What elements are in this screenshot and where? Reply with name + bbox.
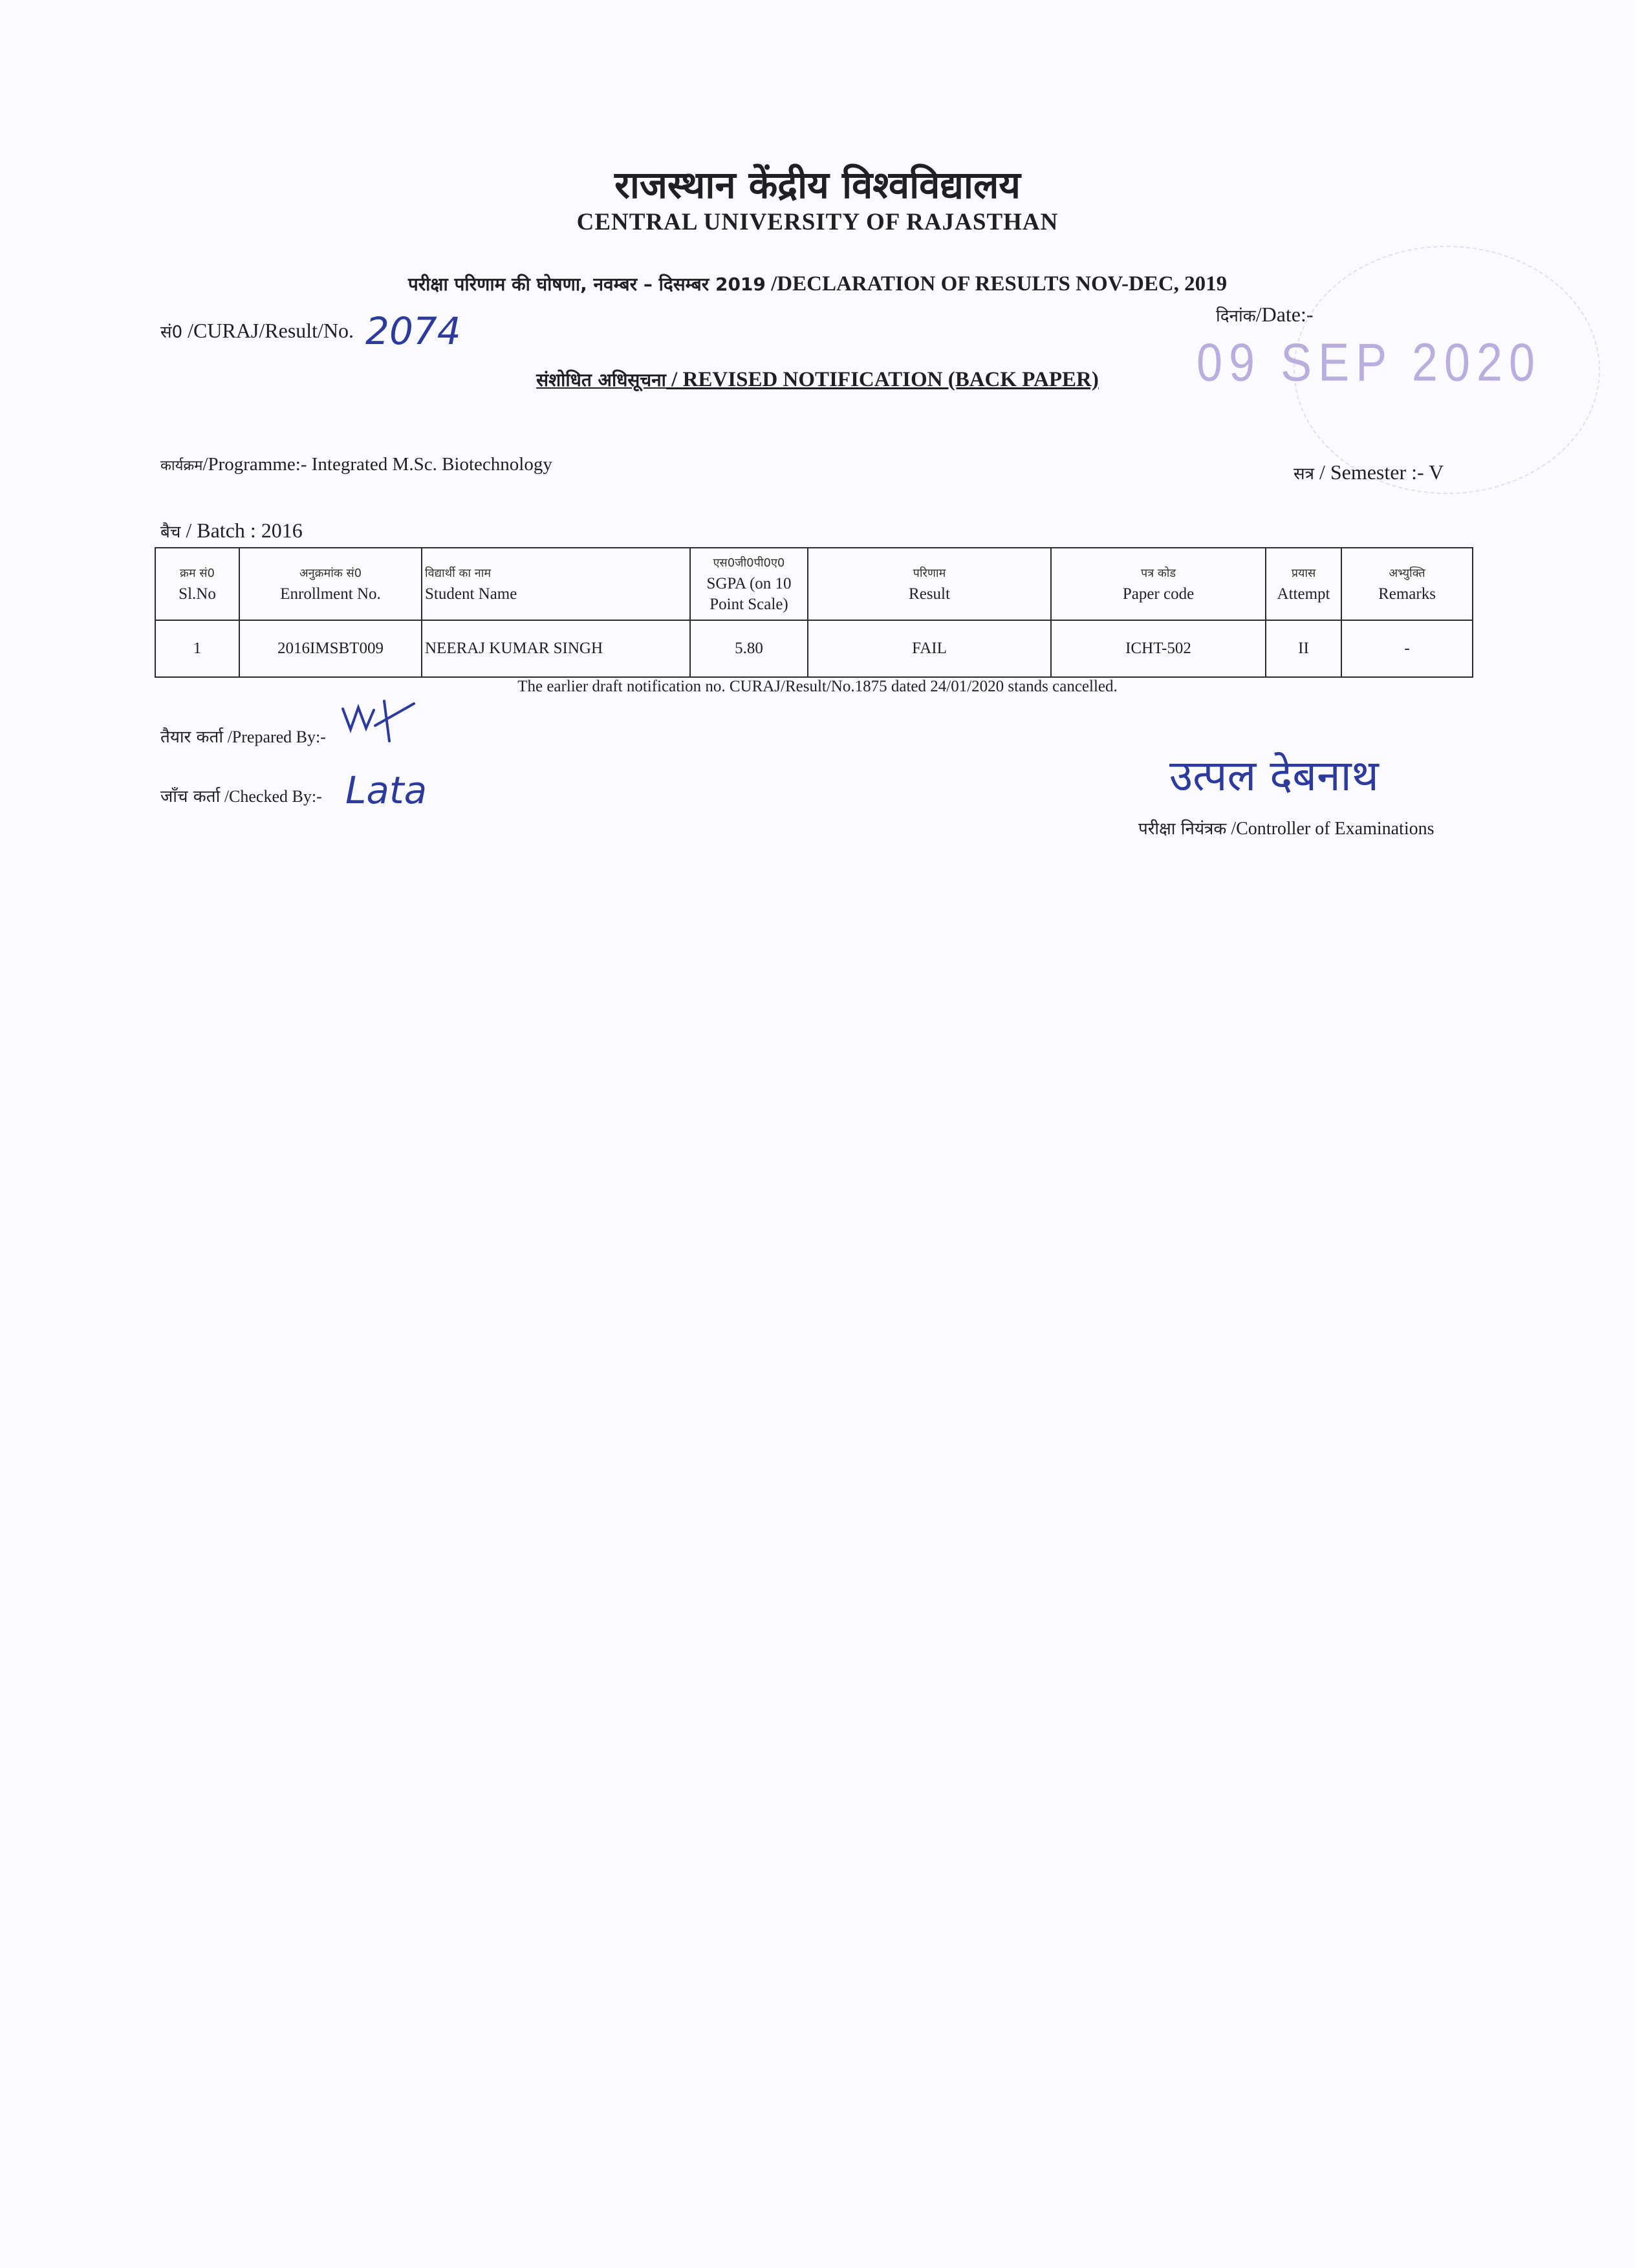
revised-title-english: / REVISED NOTIFICATION (BACK PAPER) [666, 368, 1099, 391]
batch-label: / Batch : 2016 [180, 519, 303, 542]
results-table [155, 547, 1473, 678]
col-header-attempt: प्रयास Attempt [1266, 548, 1341, 620]
batch-line [160, 519, 303, 543]
date-stamp: 09 SEP 2020 [1196, 333, 1542, 393]
programme-label-hindi: कार्यक्रम [160, 458, 203, 474]
university-name-english: CENTRAL UNIVERSITY OF RAJASTHAN [576, 209, 1059, 235]
semester-line [1294, 460, 1444, 484]
cell-enrollment-no: 2016IMSBT009 [239, 620, 422, 677]
result-number-handwritten: 2074 [365, 309, 461, 353]
programme-value: Integrated M.Sc. Biotechnology [307, 454, 552, 475]
result-number-line [160, 303, 461, 353]
col-header-student-name: विद्यार्थी का नाम Student Name [422, 548, 690, 620]
col-header-remarks: अभ्युक्ति Remarks [1341, 548, 1473, 620]
date-label-hindi: दिनांक [1216, 307, 1256, 326]
revised-title-hindi: संशोधित अधिसूचना [536, 369, 666, 391]
checked-by-signature: Lata [345, 768, 428, 812]
prepared-by-signature [336, 696, 420, 748]
col-header-sl-no: क्रम सं0 Sl.No [155, 548, 239, 620]
declaration-hindi: परीक्षा परिणाम की घोषणा, नवम्बर – दिसम्बर 2019 [407, 274, 766, 295]
university-name-hindi: राजस्थान केंद्रीय विश्वविद्यालय [614, 163, 1021, 207]
prepared-by-label: तैयार कर्ता /Prepared By:- [160, 728, 326, 747]
col-header-paper-code: पत्र कोड Paper code [1051, 548, 1266, 620]
cell-attempt: II [1266, 620, 1341, 677]
cell-sl-no: 1 [155, 620, 239, 677]
cell-result: FAIL [808, 620, 1051, 677]
cell-sgpa: 5.80 [690, 620, 808, 677]
table-header-row [155, 548, 1473, 620]
declaration-english: /DECLARATION OF RESULTS NOV-DEC, 2019 [771, 272, 1228, 296]
col-header-sgpa: एस0जी0पी0ए0 SGPA (on 10 Point Scale) [690, 548, 808, 620]
batch-label-hindi: बैच [160, 523, 181, 542]
cell-remarks: - [1341, 620, 1473, 677]
col-header-result: परिणाम Result [808, 548, 1051, 620]
result-number-prefix: /CURAJ/Result/No. [188, 319, 354, 342]
controller-signature: उत्पल देबनाथ [1169, 751, 1379, 801]
col-header-enrollment: अनुक्रमांक सं0 Enrollment No. [239, 548, 422, 620]
checked-by-label: जाँच कर्ता /Checked By:- [160, 787, 322, 806]
date-label-english: /Date:- [1255, 303, 1314, 326]
cancellation-note: The earlier draft notification no. CURAJ/Result/No.1875 dated 24/01/2020 stands cancelled. [517, 678, 1118, 695]
cell-student-name: NEERAJ KUMAR SINGH [422, 620, 690, 677]
controller-of-examinations: परीक्षा नियंत्रक /Controller of Examinations [1138, 819, 1435, 839]
semester-label: / Semester :- V [1314, 460, 1444, 484]
date-label-line [1216, 303, 1314, 327]
revised-notification-title [0, 367, 1635, 392]
cell-paper-code: ICHT-502 [1051, 620, 1266, 677]
semester-label-hindi: सत्र [1294, 464, 1314, 484]
table-row [155, 620, 1473, 677]
programme-line [160, 454, 552, 475]
programme-label: /Programme:- [202, 454, 307, 475]
result-number-prefix-hindi: सं0 [160, 323, 183, 342]
